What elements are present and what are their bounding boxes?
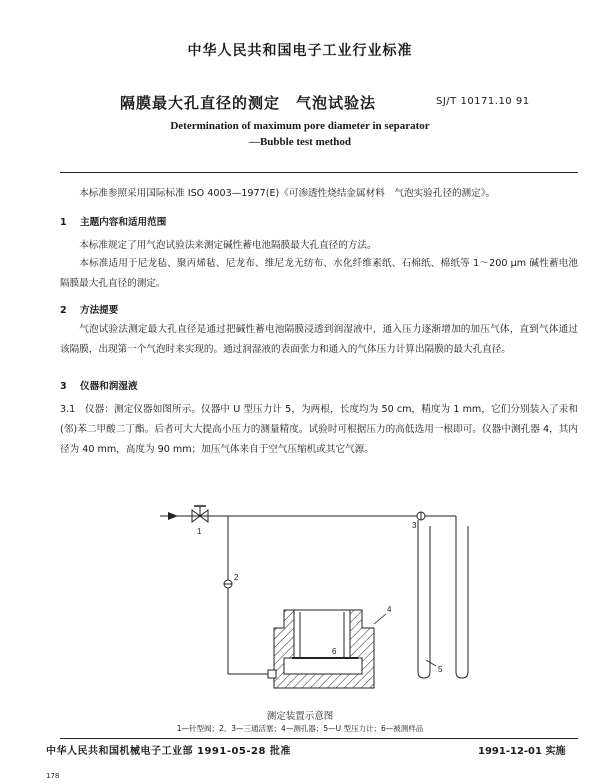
standard-title: 中华人民共和国电子工业行业标准 xyxy=(187,43,413,59)
intro-paragraph: 本标准参照采用国际标准 ISO 4003—1977(E)《可渗透性烧结金属材料 气泡实验孔径的测定》。 xyxy=(79,188,496,199)
label-1: 1 xyxy=(197,527,202,536)
leader-line-5 xyxy=(426,660,436,666)
section-1-heading xyxy=(60,214,166,228)
section-3-number: 3 xyxy=(60,381,67,392)
section-2-title: 方法提要 xyxy=(80,305,119,316)
apparatus-diagram xyxy=(150,500,490,712)
leader-line-4 xyxy=(374,614,386,624)
section-3-heading xyxy=(60,378,138,392)
air-supply-line xyxy=(160,512,417,520)
footer-divider xyxy=(60,738,578,739)
figure-legend: 1—针型阀；2、3—三通活塞；4—测孔器；5—U 型压力计；6—被测样品 xyxy=(176,724,424,733)
label-4: 4 xyxy=(387,605,392,614)
document-title: 隔膜最大孔直径的测定 气泡试验法 xyxy=(120,94,377,112)
needle-valve-icon xyxy=(192,506,208,522)
label-2: 2 xyxy=(234,573,239,582)
label-5: 5 xyxy=(438,665,443,674)
page-number: 178 xyxy=(46,772,60,780)
section-2-heading xyxy=(60,302,118,316)
three-way-stopcock-3-icon xyxy=(417,512,425,520)
three-way-stopcock-2-icon xyxy=(224,580,232,588)
document-code: SJ/T 10171.10 91 xyxy=(436,96,530,107)
section-1-paragraph-2: 本标准适用于尼龙毡、聚丙烯毡、尼龙布、维尼龙无纺布、水化纤维素纸、石棉纸、棉纸等 1～200 μm 碱性蓄电池隔膜最大孔直径的测定。 xyxy=(60,258,578,289)
label-3: 3 xyxy=(412,521,417,530)
section-1-number: 1 xyxy=(60,217,67,228)
section-1-title: 主题内容和适用范围 xyxy=(80,217,167,228)
english-title-line2: —Bubble test method xyxy=(248,136,352,148)
section-2-paragraph-1: 气泡试验法测定最大孔直径是通过把碱性蓄电池隔膜浸透到润湿液中，通入压力逐渐增加的加压气体，直到气体通过该隔膜，出现第一个气泡时来实现的。通过润湿液的表面张力和通入的气体压力计算出隔膜的最大孔直径。 xyxy=(60,324,578,355)
section-3-paragraph-1: 3.1 仪器：测定仪器如图所示。仪器中 U 型压力计 5，为两根，长度均为 50 cm，精度为 1 mm，它们分别装入了汞和(邻)苯二甲酸二丁酯。后者可大大提高小压力的测量精度。试验时可根据压力的高低选用一根即可。仪器中测孔器 4，其内径为 40 mm，高度为 90 mm；加压气体来自于空气压缩机或其它气源。 xyxy=(60,404,578,455)
section-3-title: 仪器和润湿液 xyxy=(80,381,138,392)
figure-caption: 测定装置示意图 xyxy=(266,711,334,722)
pore-tester-icon xyxy=(268,610,374,688)
english-title-line1: Determination of maximum pore diameter in separator xyxy=(170,120,430,132)
footer-effective-date: 1991-12-01 实施 xyxy=(478,746,566,757)
section-1-paragraph-1: 本标准规定了用气泡试验法来测定碱性蓄电池隔膜最大孔直径的方法。 xyxy=(79,240,377,251)
footer-issuer: 中华人民共和国机械电子工业部 1991-05-28 批准 xyxy=(46,746,291,757)
label-6: 6 xyxy=(332,647,337,656)
u-tube-manometer-icon xyxy=(418,516,468,678)
section-2-number: 2 xyxy=(60,305,67,316)
header-divider xyxy=(60,172,578,173)
